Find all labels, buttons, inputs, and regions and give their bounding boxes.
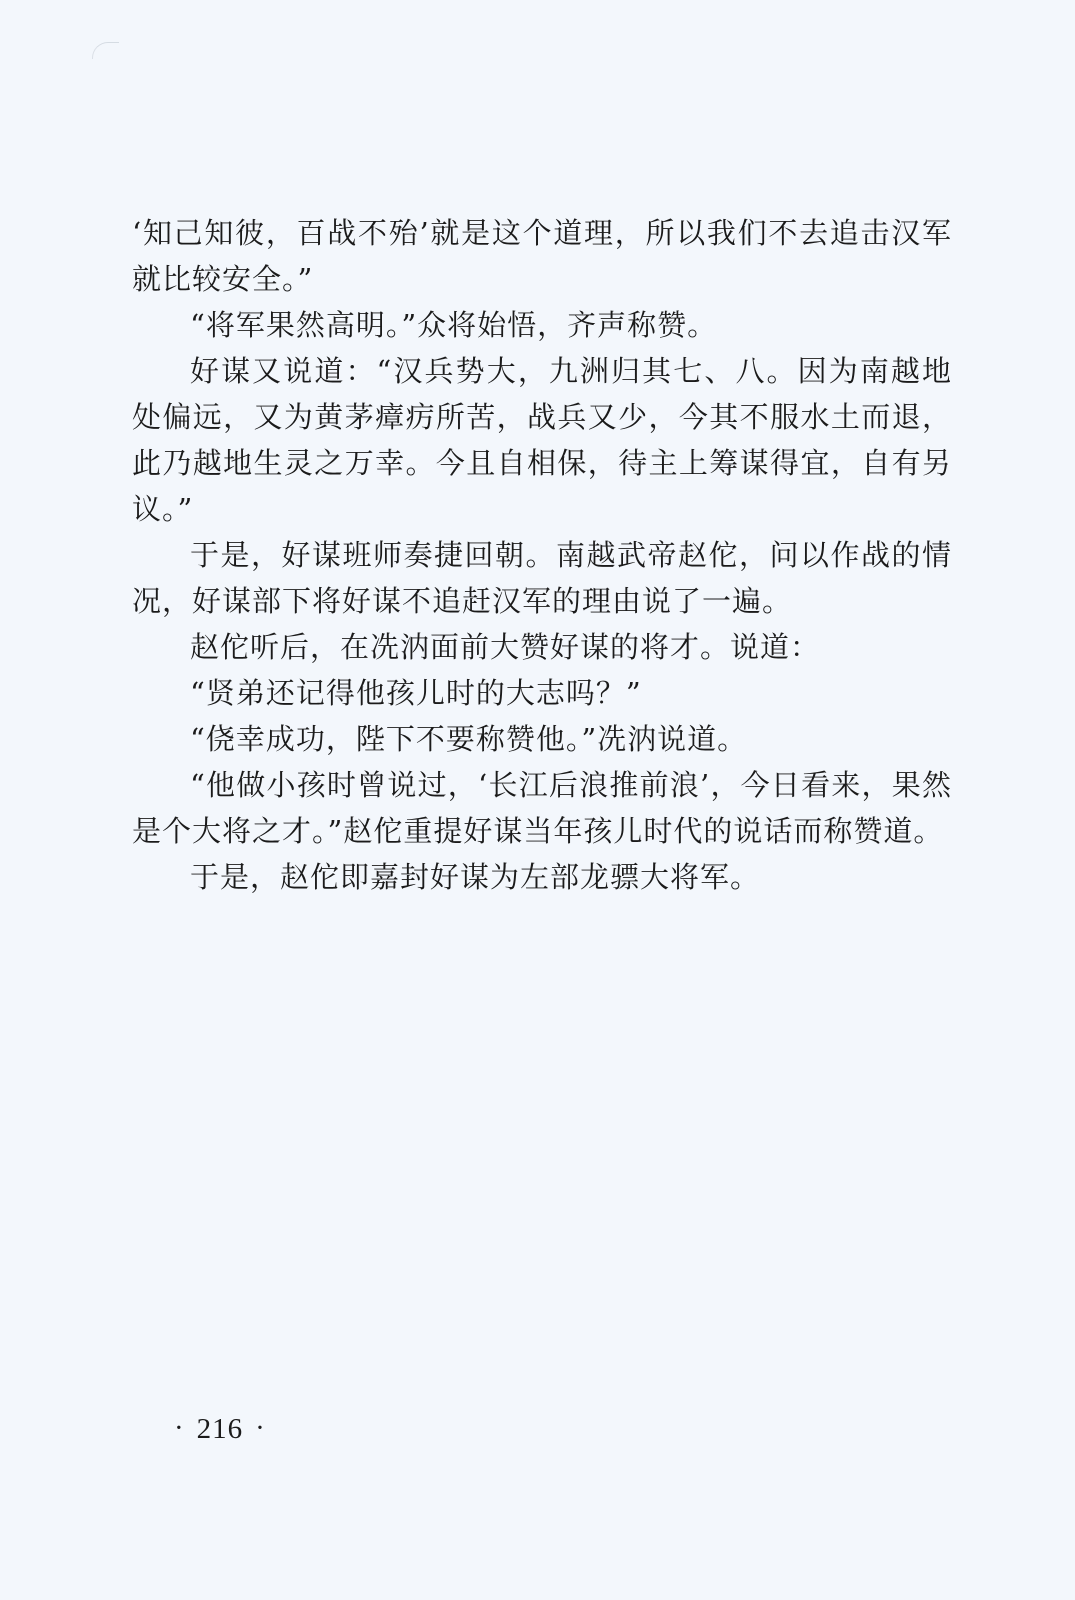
page-number-left-dot: ·: [174, 1412, 185, 1444]
paragraph-7: “侥幸成功，陛下不要称赞他。”冼汭说道。: [190, 722, 748, 756]
page-number: 216: [196, 1413, 244, 1445]
page-number-footer: [162, 1413, 278, 1446]
paragraph-3: 好谋又说道：“汉兵势大，九洲归其七、八。因为南越地处偏远，又为黄茅瘴疠所苦，战兵又少，今其不服水土而退，此乃越地生灵之万幸。今且自相保，待主上筹谋得宜，自有另议。”: [132, 354, 952, 526]
paragraph-9: 于是，赵佗即嘉封好谋为左部龙骠大将军。: [190, 860, 761, 894]
paragraph-2: “将军果然高明。”众将始悟，齐声称赞。: [190, 308, 718, 342]
paragraph-4: 于是，好谋班师奏捷回朝。南越武帝赵佗，问以作战的情况，好谋部下将好谋不追赶汉军的理由说了一遍。: [132, 538, 952, 618]
paragraph-6: “贤弟还记得他孩儿时的大志吗？”: [190, 676, 642, 710]
paragraph-8: “他做小孩时曾说过，‘长江后浪推前浪’，今日看来，果然是个大将之才。”赵佗重提好谋当年孩儿时代的说话而称赞道。: [132, 768, 952, 848]
paragraph-5: 赵佗听后，在冼汭面前大赞好谋的将才。说道：: [190, 630, 821, 664]
body-text: [132, 210, 952, 900]
page-number-right-dot: ·: [255, 1412, 266, 1444]
scan-mark: [92, 42, 119, 59]
paragraph-1: ‘知己知彼，百战不殆’就是这个道理，所以我们不去追击汉军就比较安全。”: [132, 216, 952, 296]
